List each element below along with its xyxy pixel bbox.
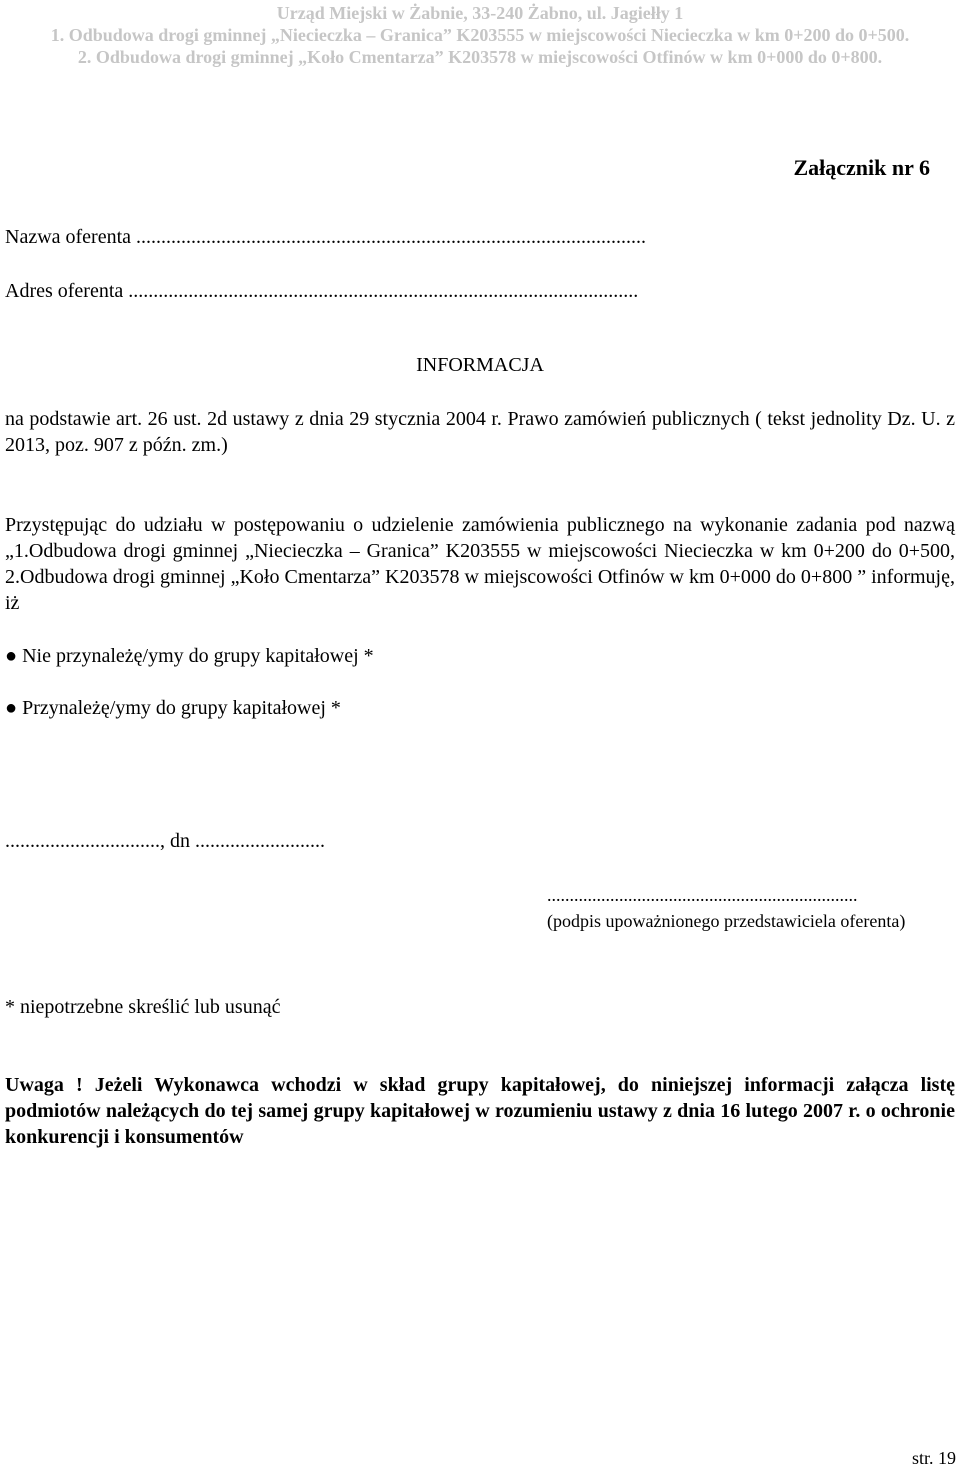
legal-basis: na podstawie art. 26 ust. 2d ustawy z dnia 29 stycznia 2004 r. Prawo zamówień publicznych ( tekst jednolity Dz. U. z 2013, poz. 907 z późn. zm.) bbox=[5, 408, 955, 456]
page-title: INFORMACJA bbox=[416, 354, 544, 376]
offeror-address-field: Adres oferenta ...................................................................................................... bbox=[5, 280, 639, 302]
warning-note: Uwaga ! Jeżeli Wykonawca wchodzi w skład grupy kapitałowej, do niniejszej informacji załącza listę podmiotów należących do tej samej grupy kapitałowej w rozumieniu ustawy z dnia 16 lutego 2007 r. o ochronie konkurencji i konsumentów bbox=[5, 1074, 955, 1148]
place-date-field: ..............................., dn .......................... bbox=[5, 830, 325, 852]
signature-caption: (podpis upoważnionego przedstawiciela oferenta) bbox=[547, 911, 906, 931]
annex-label: Załącznik nr 6 bbox=[793, 155, 930, 180]
signature-line: ..................................................................... bbox=[547, 885, 858, 905]
signature-block bbox=[547, 882, 905, 934]
option-not-member: ● Nie przynależę/ymy do grupy kapitałowej * bbox=[5, 645, 374, 667]
header-task-2: 2. Odbudowa drogi gminnej „Koło Cmentarza” K203578 w miejscowości Otfinów w km 0+000 do 0+800. bbox=[77, 47, 883, 67]
option-member: ● Przynależę/ymy do grupy kapitałowej * bbox=[5, 697, 341, 719]
offeror-name-field: Nazwa oferenta ...................................................................................................... bbox=[5, 226, 647, 248]
footnote: * niepotrzebne skreślić lub usunąć bbox=[5, 996, 281, 1018]
header-task-1: 1. Odbudowa drogi gminnej „Niecieczka – Granica” K203555 w miejscowości Niecieczka w km 0+200 do 0+500. bbox=[50, 25, 910, 45]
document-header bbox=[0, 2, 960, 68]
page-number: str. 19 bbox=[911, 1448, 956, 1468]
header-office: Urząd Miejski w Żabnie, 33-240 Żabno, ul. Jagiełły 1 bbox=[276, 3, 684, 23]
declaration-paragraph: Przystępując do udziału w postępowaniu o udzielenie zamówienia publicznego na wykonanie zadania pod nazwą „1.Odbudowa drogi gminnej „Niecieczka – Granica” K203555 w miejscowości Niecieczka w km 0+200 do 0+500, 2.Odbudowa drogi gminnej „Koło Cmentarza” K203578 w miejscowości Otfinów w km 0+000 do 0+800 ” informuję, iż bbox=[5, 514, 955, 614]
